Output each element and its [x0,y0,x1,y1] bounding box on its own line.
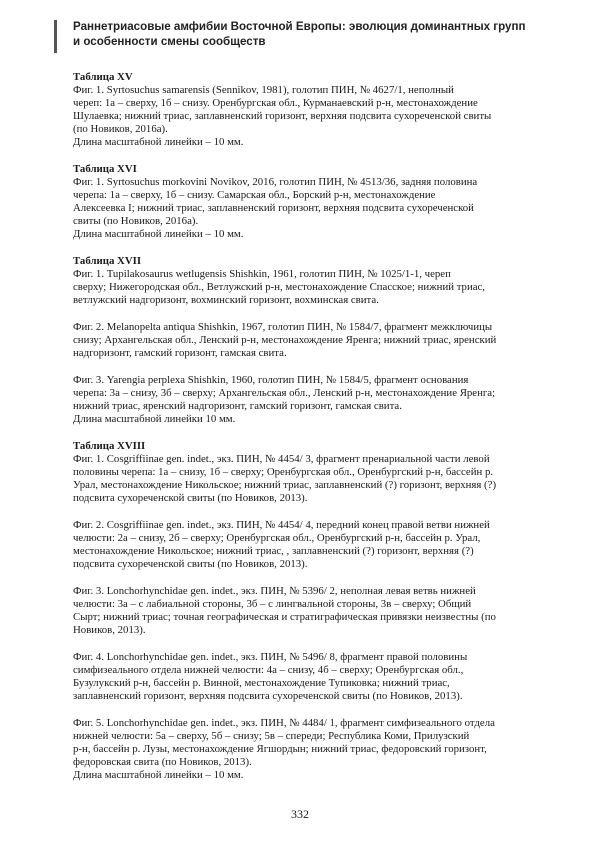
caption-line: (по Новиков, 2016а). [73,123,168,135]
figure-caption [73,176,543,241]
plate-section-xvii [73,255,543,426]
caption-line: симфизеального отдела нижней челюсти: 4а – снизу, 4б – сверху; Оренбургская обл., [73,664,464,676]
running-header-line: Раннетриасовые амфибии Восточной Европы: эволюция доминантных групп [73,20,526,33]
figure-caption [73,84,543,149]
page-body [73,71,543,796]
caption-line: сверху; Нижегородская обл., Ветлужский р-н, местонахождение Спасское; нижний триас, [73,281,486,293]
caption-line: черепа: 3а – снизу, 3б – сверху; Архангельская обл., Ленский р-н, местонахождение Яренга; [73,387,496,399]
page-number: 332 [291,807,309,821]
caption-line: нижний триас, яренский надгоризонт, гамский горизонт, гамская свита. [73,400,402,412]
plate-title: Таблица XV [73,71,133,83]
caption-line: половины черепа: 1а – снизу, 1б – сверху; Оренбургская обл., Оренбургский р-н, бассейн р. [73,466,494,478]
caption-line: федоровская свита (по Новиков, 2013). [73,756,252,768]
caption-line: черепа: 1а – сверху, 1б – снизу. Самарская обл., Борский р-н, местонахождение [73,189,436,201]
figure-caption [73,321,543,360]
caption-line: Фиг. 1. Cosgriffiinae gen. indet., экз. ПИН, № 4454/ 3, фрагмент пренариальной части левой [73,453,490,465]
caption-line: свиты (по Новиков, 2016а). [73,215,199,227]
caption-line: Фиг. 1. Tupilakosaurus wetlugensis Shishkin, 1961, голотип ПИН, № 1025/1-1, череп [73,268,451,280]
running-header [73,19,543,49]
running-header-line: и особенности смены сообществ [73,35,266,48]
figure-caption [73,585,543,637]
header-rule [54,20,57,53]
figure-caption [73,268,543,307]
figure-caption [73,651,543,703]
figure-caption [73,519,543,571]
scale-bar-note: Длина масштабной линейки 10 мм. [73,413,236,425]
caption-line: надгоризонт, гамский горизонт, гамская свита. [73,347,287,359]
caption-line: Фиг. 3. Yarengia perplexa Shishkin, 1960, голотип ПИН, № 1584/5, фрагмент основания [73,374,469,386]
caption-line: нижней челюсти: 5а – сверху, 5б – снизу; 5в – спереди; Республика Коми, Прилузский [73,730,470,742]
caption-line: Фиг. 5. Lonchorhynchidae gen. indet., экз. ПИН, № 4484/ 1, фрагмент симфизеального отдела [73,717,495,729]
caption-line: Новиков, 2013). [73,624,146,636]
caption-line: Сырт; нижний триас; точная географическая и стратиграфическая привязки неизвестны (по [73,611,496,623]
plate-section-xviii [73,440,543,782]
caption-line: Фиг. 1. Syrtosuchus morkovini Novikov, 2016, голотип ПИН, № 4513/36, задняя половина [73,176,478,188]
caption-line: челюсти: 2а – снизу, 2б – сверху; Оренбургская обл., Оренбургский р-н, бассейн р. Урал, [73,532,481,544]
plate-title: Таблица XVIII [73,440,146,452]
plate-section-xvi [73,163,543,241]
figure-caption [73,717,543,782]
caption-line: Фиг. 1. Syrtosuchus samarensis (Sennikov, 1981), голотип ПИН, № 4627/1, неполный [73,84,454,96]
caption-line: Фиг. 4. Lonchorhynchidae gen. indet., экз. ПИН, № 5496/ 8, фрагмент правой половины [73,651,468,663]
caption-line: подсвита сухореченской свиты (по Новиков, 2013). [73,558,308,570]
caption-line: Шулаевка; нижний триас, заплавненский горизонт, верхняя подсвита сухореченской свиты [73,110,492,122]
caption-line: Фиг. 2. Cosgriffiinae gen. indet., экз. ПИН, № 4454/ 4, передний конец правой ветви нижней [73,519,490,531]
caption-line: Урал, местонахождение Никольское; нижний триас, заплавненский (?) горизонт, верхняя (?) [73,479,497,491]
caption-line: Бузулукский р-н, бассейн р. Винной, местонахождение Тупиковка; нижний триас, [73,677,450,689]
caption-line: Фиг. 3. Lonchorhynchidae gen. indet., экз. ПИН, № 5396/ 2, неполная левая ветвь нижней [73,585,476,597]
caption-line: местонахождение Никольское; нижний триас, , заплавненский (?) горизонт, верхняя (?) [73,545,474,557]
caption-line: Алексеевка I; нижний триас, заплавненский горизонт, верхняя подсвита сухореченской [73,202,474,214]
caption-line: заплавненский горизонт, верхняя подсвита сухореченской свиты (по Новиков, 2013). [73,690,463,702]
caption-line: подсвита сухореченской свиты (по Новиков, 2013). [73,492,308,504]
caption-line: череп: 1а – сверху, 1б – снизу. Оренбургская обл., Курманаевский р-н, местонахождение [73,97,478,109]
plate-title: Таблица XVII [73,255,142,267]
caption-line: снизу; Архангельская обл., Ленский р-н, местонахождение Яренга; нижний триас, яренский [73,334,497,346]
scale-bar-note: Длина масштабной линейки – 10 мм. [73,136,244,148]
caption-line: челюсти: 3а – с лабиальной стороны, 3б – с лингвальной стороны, 3в – сверху; Общий [73,598,472,610]
caption-line: Фиг. 2. Melanopelta antiqua Shishkin, 1967, голотип ПИН, № 1584/7, фрагмент межключицы [73,321,493,333]
caption-line: ветлужский надгоризонт, вохминский горизонт, вохминская свита. [73,294,379,306]
caption-line: р-н, бассейн р. Лузы, местонахождение Ягшордын; нижний триас, федоровский горизонт, [73,743,487,755]
plate-section-xv [73,71,543,149]
figure-caption [73,374,543,426]
figure-caption [73,453,543,505]
plate-title: Таблица XVI [73,163,137,175]
scale-bar-note: Длина масштабной линейки – 10 мм. [73,228,244,240]
scale-bar-note: Длина масштабной линейки – 10 мм. [73,769,244,781]
